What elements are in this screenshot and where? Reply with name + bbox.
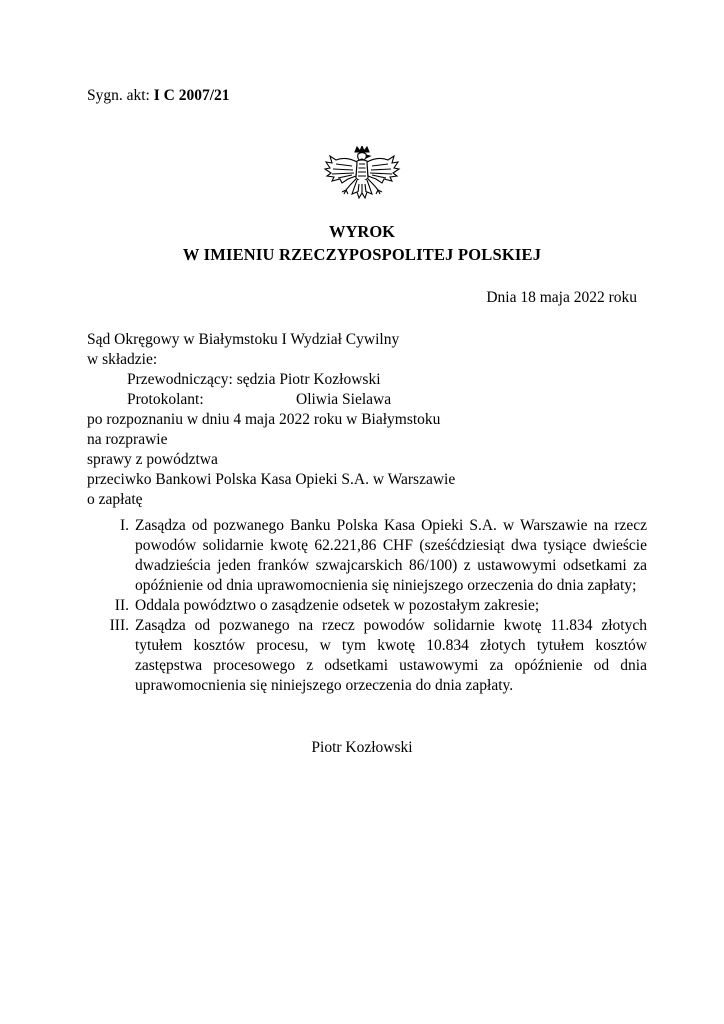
judgment-date: Dnia 18 maja 2022 roku xyxy=(486,289,637,306)
case-subject: o zapłatę xyxy=(87,491,143,508)
defendant-line: przeciwko Bankowi Polska Kasa Opieki S.A. w Warszawie xyxy=(87,471,456,488)
composition-label: w składzie: xyxy=(87,351,158,368)
clerk-name: Oliwia Sielawa xyxy=(296,391,392,408)
ruling-text: Oddala powództwo o zasądzenie odsetek w pozostałym zakresie; xyxy=(135,597,540,614)
case-number: I C 2007/21 xyxy=(153,87,230,104)
case-of-label: sprawy z powództwa xyxy=(87,451,218,468)
ruling-text: Zasądza od pozwanego Banku Polska Kasa Opieki S.A. w Warszawie na rzecz powodów solidarnie kwotę 62.221,86 CHF (sześćdziesiąt dwa tysiące dwieście dwadzieścia jeden franków szwajcarskich 86/100) z ustawowymi odsetkami za opóźnienie od dnia uprawomocnienia się niniejszego orzeczenia do dnia zapłaty; xyxy=(135,517,647,594)
polish-eagle-emblem-icon xyxy=(322,146,402,214)
session-type: na rozprawie xyxy=(87,431,168,448)
ruling-text: Zasądza od pozwanego na rzecz powodów solidarnie kwotę 11.834 złotych tytułem kosztów procesu, w tym kwotę 10.834 złotych tytułem kosztów zastępstwa procesowego z odsetkami ustawowymi za opóźnienie od dnia uprawomocnienia się niniejszego orzeczenia do dnia zapłaty. xyxy=(135,617,647,694)
rulings-list xyxy=(87,516,647,696)
ruling-number: I. xyxy=(119,517,129,534)
judgment-title: WYROK xyxy=(329,222,395,241)
ruling-item xyxy=(87,616,647,696)
presiding-judge: Przewodniczący: sędzia Piotr Kozłowski xyxy=(127,371,381,388)
ruling-number: III. xyxy=(109,617,129,634)
clerk-label: Protokolant: xyxy=(127,391,204,408)
hearing-info: po rozpoznaniu w dniu 4 maja 2022 roku w Białymstoku xyxy=(87,411,441,428)
ruling-item xyxy=(87,596,647,616)
ruling-number: II. xyxy=(114,597,129,614)
judge-signature: Piotr Kozłowski xyxy=(311,739,413,756)
case-signature-prefix: Sygn. akt: xyxy=(87,87,150,104)
judgment-subtitle: W IMIENIU RZECZYPOSPOLITEJ POLSKIEJ xyxy=(182,245,542,264)
ruling-item xyxy=(87,516,647,596)
case-signature xyxy=(87,86,230,106)
court-name: Sąd Okręgowy w Białymstoku I Wydział Cywilny xyxy=(87,331,400,348)
